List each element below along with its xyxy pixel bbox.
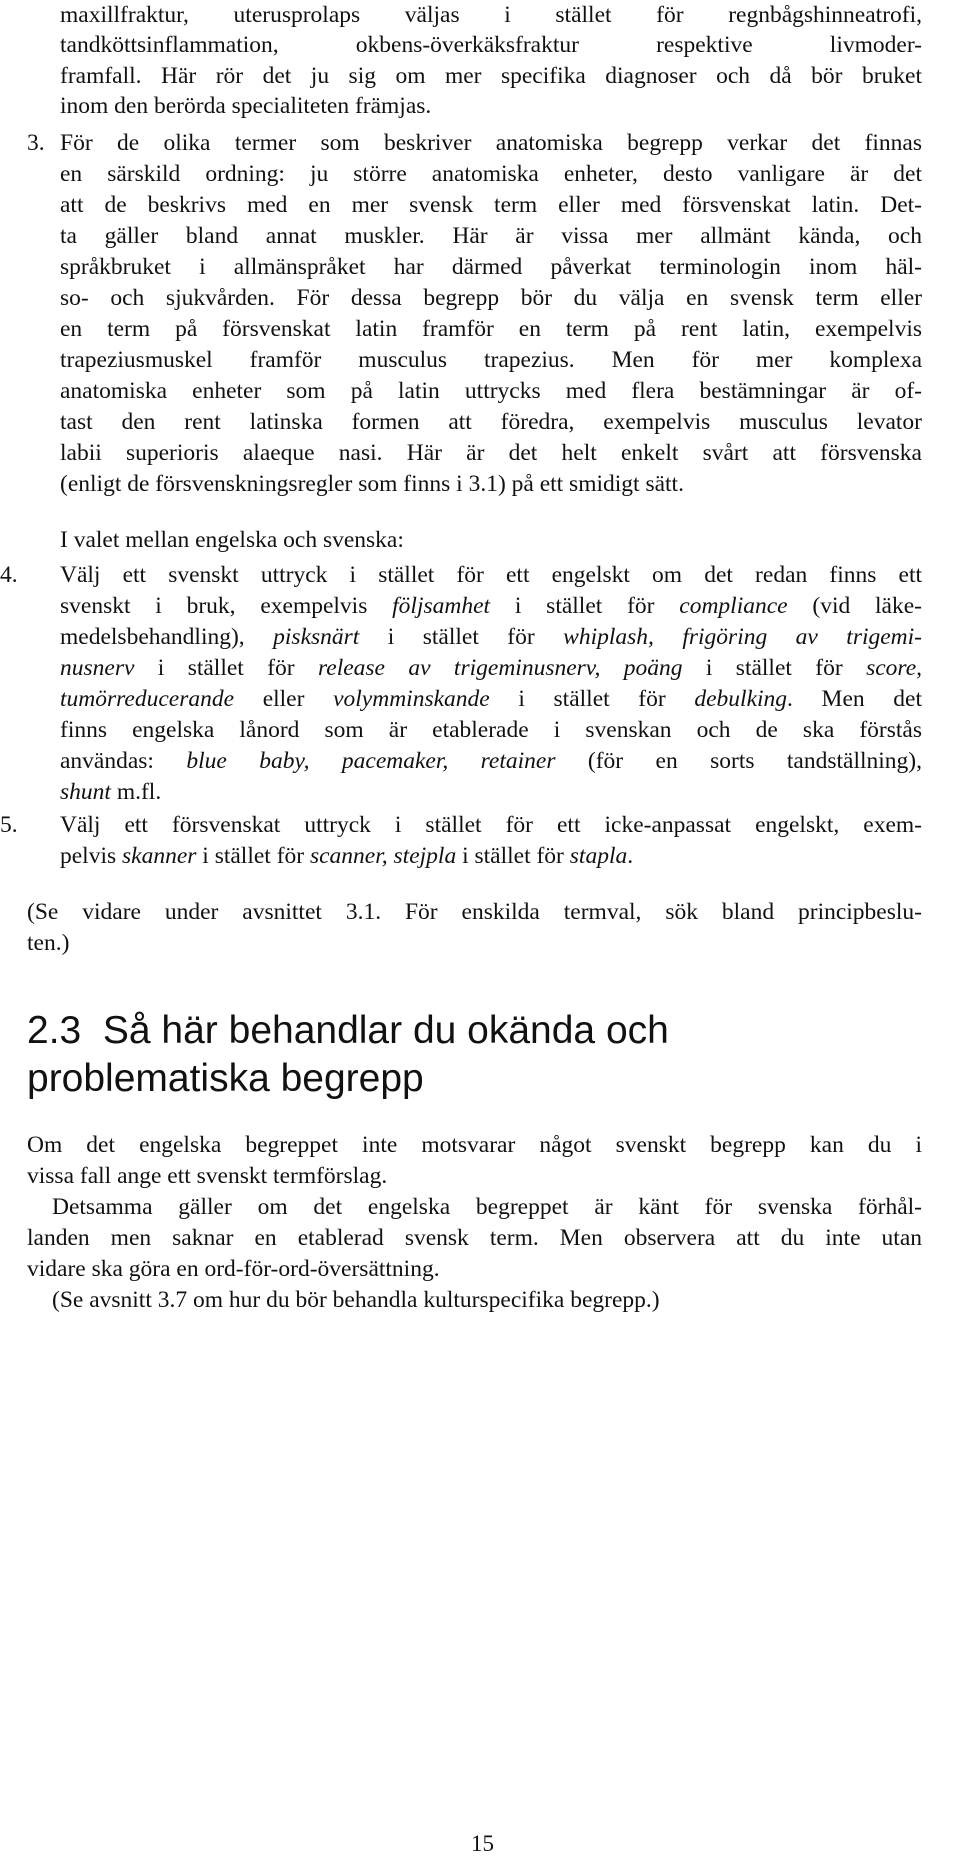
section-heading-line-2: problematiska begrepp xyxy=(27,1057,424,1100)
item-3-line: anatomiska enheter som på latin uttrycks med flera bestämningar är of- xyxy=(60,378,922,404)
item-3-line: tast den rent latinska formen att föredra, exempelvis musculus levator xyxy=(60,409,922,435)
section-paragraph-1-line-1: Om det engelska begreppet inte motsvarar något svenskt begrepp kan du i xyxy=(27,1132,922,1158)
top-line-1: maxillfraktur, uterusprolaps väljas i stället för regnbågshinneatrofi, xyxy=(60,2,922,28)
item-3-line: ta gäller bland annat muskler. Här är vissa mer allmänt kända, och xyxy=(60,223,922,249)
item-4-number: 4. xyxy=(0,562,18,588)
item-4-line: shunt m.fl. xyxy=(60,779,162,805)
item-4-line: svenskt i bruk, exempelvis följsamhet i stället för compliance (vid läke- xyxy=(60,593,922,619)
item-3-line: en särskild ordning: ju större anatomiska enheter, desto vanligare är det xyxy=(60,161,922,187)
top-line-3: framfall. Här rör det ju sig om mer specifika diagnoser och då bör bruket xyxy=(60,63,922,89)
item-5-number: 5. xyxy=(0,812,18,838)
top-line-4: inom den berörda specialiteten främjas. xyxy=(60,93,432,119)
section-heading-line-1: 2.3 Så här behandlar du okända och xyxy=(27,1009,669,1052)
item-3-line: För de olika termer som beskriver anatomiska begrepp verkar det finnas xyxy=(60,130,922,156)
see-further-line-2: ten.) xyxy=(27,930,70,956)
item-4-line: medelsbehandling), pisksnärt i stället för whiplash, frigöring av trigemi- xyxy=(60,624,923,650)
item-5-line: pelvis skanner i stället för scanner, stejpla i stället för stapla. xyxy=(60,843,634,869)
item-3-number: 3. xyxy=(27,130,45,156)
choice-heading: I valet mellan engelska och svenska: xyxy=(60,527,404,553)
item-5-line: Välj ett försvenskat uttryck i stället för ett icke-anpassat engelskt, exem- xyxy=(60,812,922,838)
item-4-line: tumörreducerande eller volymminskande i stället för debulking. Men det xyxy=(60,686,922,712)
item-3-line: trapeziusmuskel framför musculus trapezius. Men för mer komplexa xyxy=(60,347,922,373)
see-further-line-1: (Se vidare under avsnittet 3.1. För enskilda termval, sök bland principbeslu- xyxy=(27,899,922,925)
item-3-line: att de beskrivs med en mer svensk term eller med försvenskat latin. Det- xyxy=(60,192,922,218)
item-4-line: Välj ett svenskt uttryck i stället för ett engelskt om det redan finns ett xyxy=(60,562,922,588)
item-4-line: nusnerv i stället för release av trigeminusnerv, poäng i stället för score, xyxy=(60,655,922,681)
section-paragraph-1-line-2: vissa fall ange ett svenskt termförslag. xyxy=(27,1163,388,1189)
section-paragraph-3: (Se avsnitt 3.7 om hur du bör behandla kulturspecifika begrepp.) xyxy=(52,1287,660,1313)
top-line-2: tandköttsinflammation, okbens-överkäksfraktur respektive livmoder- xyxy=(60,32,922,58)
item-3-line: en term på försvenskat latin framför en term på rent latin, exempelvis xyxy=(60,316,922,342)
item-3-line: språkbruket i allmänspråket har därmed påverkat terminologin inom häl- xyxy=(60,254,922,280)
item-4-line: finns engelska lånord som är etablerade i svenskan och de ska förstås xyxy=(60,717,922,743)
item-3-line: (enligt de försvenskningsregler som finns i 3.1) på ett smidigt sätt. xyxy=(60,471,684,497)
section-paragraph-2-line-1: Detsamma gäller om det engelska begreppet är känt för svenska förhål- xyxy=(52,1194,922,1220)
item-3-line: labii superioris alaeque nasi. Här är det helt enkelt svårt att försvenska xyxy=(60,440,922,466)
page-number: 15 xyxy=(471,1831,494,1856)
section-paragraph-2-line-2: landen men saknar en etablerad svensk term. Men observera att du inte utan xyxy=(27,1225,922,1251)
item-3-line: so- och sjukvården. För dessa begrepp bör du välja en svensk term eller xyxy=(60,285,922,311)
section-paragraph-2-line-3: vidare ska göra en ord-för-ord-översättning. xyxy=(27,1256,440,1282)
item-4-line: användas: blue baby, pacemaker, retainer (för en sorts tandställning), xyxy=(60,748,923,774)
